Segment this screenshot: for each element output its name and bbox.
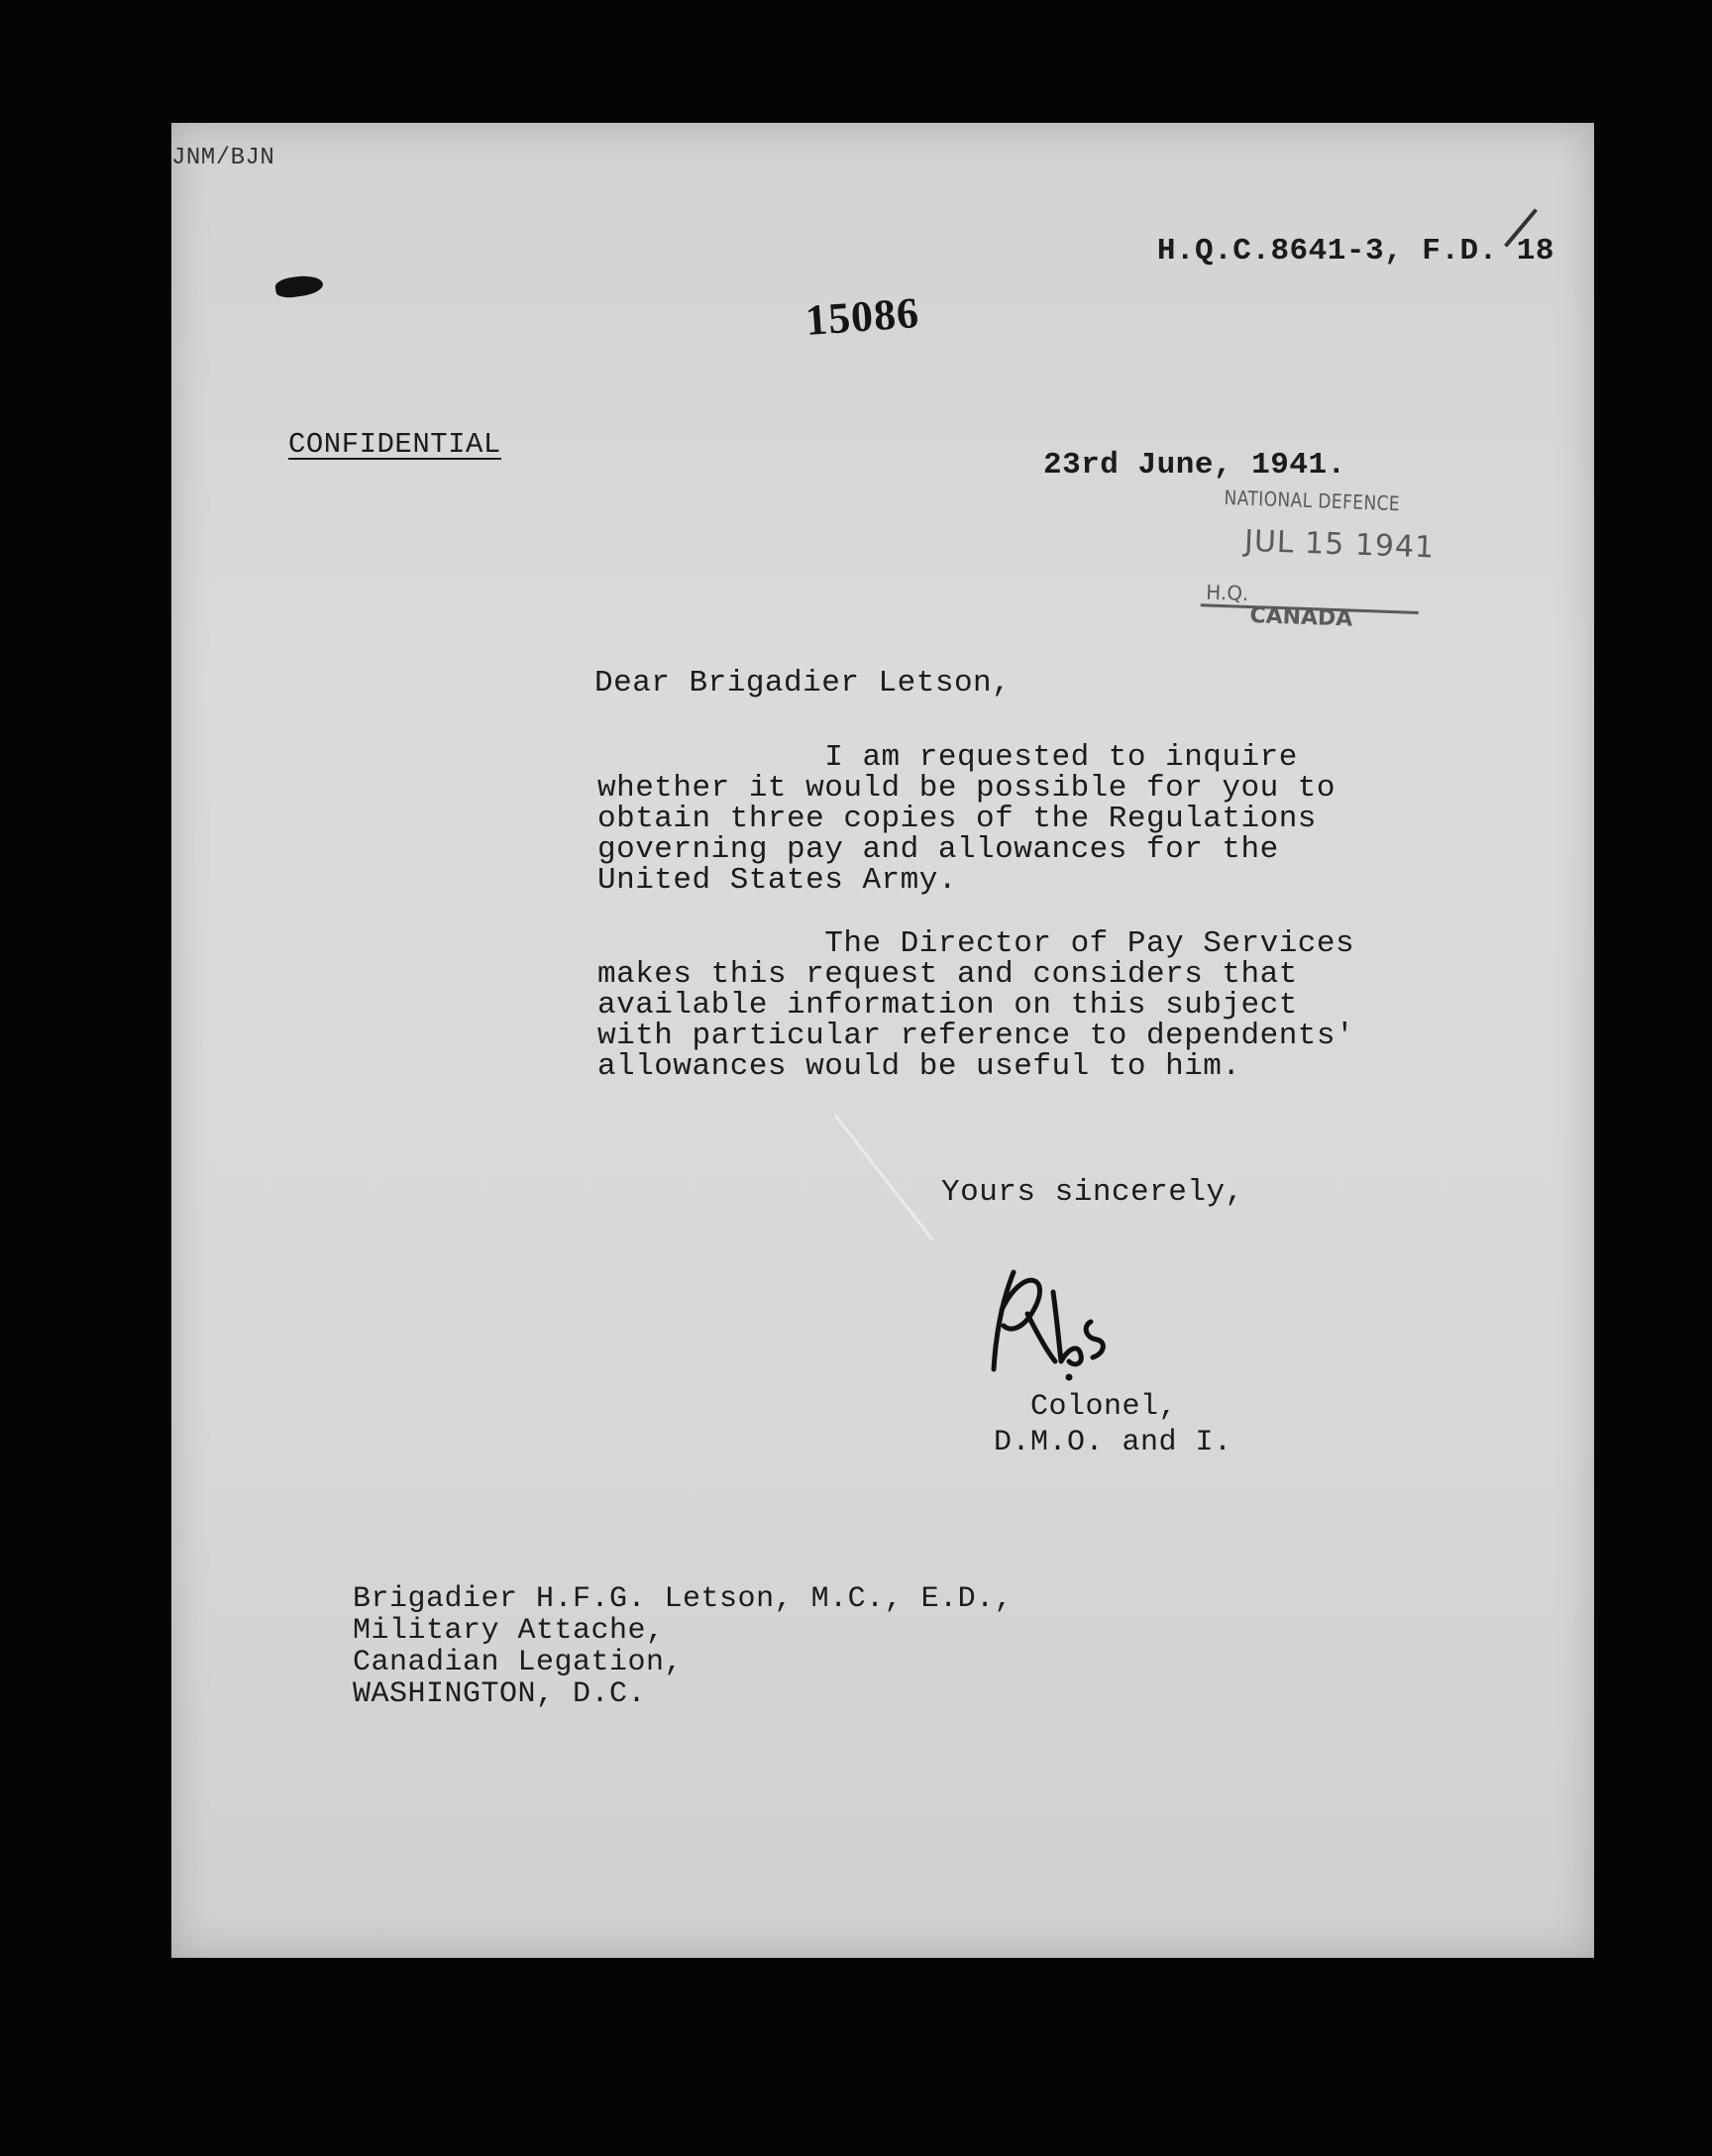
- complimentary-close: Yours sincerely,: [941, 1175, 1244, 1210]
- salutation: Dear Brigadier Letson,: [594, 666, 1012, 701]
- body-paragraph-1: I am requested to inquire whether it would be possible for you to obtain three copies of the Regulations governing pay and allowances for the United States Army.: [597, 740, 1337, 898]
- signatory-title: Colonel, D.M.O. and I.: [994, 1390, 1232, 1459]
- body-paragraph-2: The Director of Pay Services makes this request and considers that available information on this subject with particular reference to dependents' allowances would be useful to him.: [597, 926, 1355, 1084]
- classification-heading: CONFIDENTIAL: [288, 428, 501, 461]
- file-reference: H.Q.C.8641-3, F.D. 18: [1156, 234, 1554, 269]
- received-date-stamp: [1205, 485, 1452, 662]
- scratch-mark: [834, 1115, 934, 1241]
- letter-date: 23rd June, 1941.: [1043, 448, 1346, 483]
- letter-sheet: [171, 123, 1594, 1958]
- ink-blot-mark: [274, 273, 324, 299]
- handwritten-signature: [984, 1252, 1142, 1381]
- document-number: 15086: [803, 288, 921, 345]
- stamp-date: JUL 15 1941: [1243, 523, 1436, 566]
- stamp-office: H.Q.: [1205, 580, 1249, 605]
- recipient-address: Brigadier H.F.G. Letson, M.C., E.D., Military Attache, Canadian Legation, WASHINGTON, D.C.: [353, 1582, 1014, 1711]
- stamp-country: CANADA: [1249, 603, 1353, 632]
- typist-initials: JNM/BJN: [171, 145, 275, 171]
- stamp-organization: NATIONAL DEFENCE: [1224, 485, 1401, 516]
